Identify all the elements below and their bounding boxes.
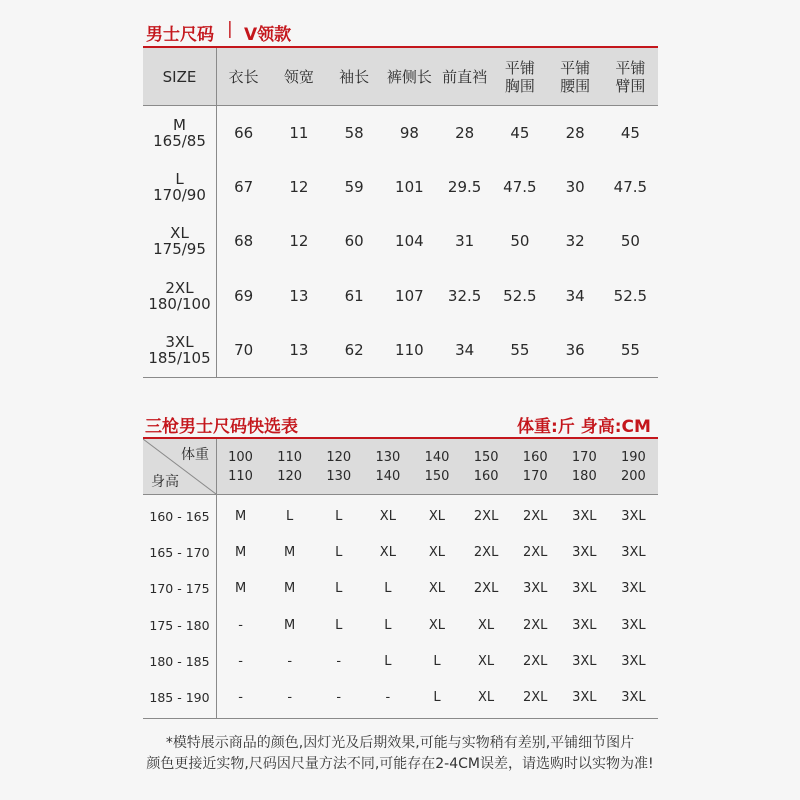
table2-cell: 2XL — [473, 581, 499, 597]
table2-cell: L — [433, 653, 441, 669]
table1-cell: 28 — [565, 124, 585, 143]
table1-cell: 12 — [289, 232, 309, 251]
table1-cell: 69 — [234, 286, 254, 305]
table1-header-col: 袖长 — [339, 67, 370, 86]
table1-cell: 55 — [620, 340, 640, 359]
table2-cell: 3XL — [621, 544, 646, 560]
table2-title: 三枪男士尺码快选表 — [145, 417, 298, 437]
table1-cell: 47.5 — [613, 178, 648, 197]
table1-header-col: 衣长 — [228, 67, 259, 86]
table2-cell: 3XL — [572, 617, 597, 633]
table1-cell: 11 — [289, 124, 309, 143]
table1-cell: 52.5 — [613, 286, 648, 305]
table1-cell: 13 — [289, 340, 309, 359]
table2-cell: L — [335, 581, 343, 597]
table2-cell: M — [234, 508, 247, 524]
table1-size-label: L 170/90 — [153, 170, 206, 205]
table2-bottom-rule — [143, 718, 658, 719]
table1-size-label: M 165/85 — [153, 116, 206, 151]
table1-size-label: 3XL 185/105 — [148, 332, 211, 367]
table2-cell: M — [284, 617, 296, 633]
table2-weight-header: 170 180 — [571, 449, 597, 484]
table2-cell: 2XL — [523, 653, 548, 669]
table1-cell: 98 — [399, 124, 419, 143]
table2-cell: L — [335, 508, 343, 524]
table2-cell: - — [336, 653, 342, 669]
table1-bottom-rule — [143, 377, 658, 378]
table2-weight-header: 110 120 — [277, 449, 303, 484]
table2-cell: 2XL — [473, 544, 499, 560]
table2-cell: XL — [428, 544, 446, 560]
table2-cell: 3XL — [621, 653, 646, 669]
table2-cell: 3XL — [523, 581, 548, 597]
table1-cell: 58 — [344, 124, 364, 143]
table2-units: 体重:斤 身高:CM — [517, 417, 651, 437]
table1-body-divider — [216, 105, 217, 377]
table2-weight-header: 190 200 — [621, 449, 646, 484]
table2-cell: L — [384, 581, 392, 597]
table1-header-col: 裤侧长 — [386, 67, 432, 86]
table2-height-label: 170 - 175 — [149, 581, 210, 597]
table1-cell: 29.5 — [447, 178, 482, 197]
table2-cell: 3XL — [572, 544, 597, 560]
table1-header-col: 前直裆 — [442, 67, 488, 86]
table2-weight-header: 100 110 — [228, 449, 253, 484]
table2-cell: M — [284, 581, 296, 597]
table1-cell: 50 — [510, 232, 530, 251]
table1-cell: 13 — [289, 286, 309, 305]
table2-cell: 3XL — [572, 653, 597, 669]
table2-cell: 2XL — [523, 617, 548, 633]
table2-weight-header: 150 160 — [473, 449, 499, 484]
table2-cell: XL — [379, 544, 396, 560]
table2-header-rule — [143, 494, 658, 495]
table2-corner-height: 身高 — [151, 474, 179, 490]
table1-title: 男士尺码 — [146, 25, 214, 45]
table1-cell: 110 — [395, 340, 424, 359]
table2-cell: 2XL — [473, 508, 499, 524]
table1-cell: 101 — [395, 178, 424, 197]
table1-cell: 28 — [455, 124, 475, 143]
table2-cell: - — [336, 690, 342, 706]
footer-note-line2: 颜色更接近实物,尺码因尺量方法不同,可能存在2-4CM误差，请选购时以实物为准! — [146, 756, 654, 772]
table2-cell: XL — [428, 617, 446, 633]
table1-size-label: 2XL 180/100 — [148, 278, 211, 313]
table1-cell: 34 — [565, 286, 585, 305]
table2-cell: L — [433, 690, 441, 706]
table1-cell: 107 — [395, 286, 424, 305]
table2-cell: 2XL — [523, 544, 548, 560]
table2-cell: L — [335, 544, 343, 560]
table2-cell: L — [286, 508, 294, 524]
table1-cell: 50 — [620, 232, 640, 251]
table2-height-label: 180 - 185 — [149, 653, 210, 669]
table1-header-size: SIZE — [162, 67, 197, 86]
table2-cell: 3XL — [572, 690, 597, 706]
table2-weight-header: 120 130 — [326, 449, 352, 484]
table2-cell: - — [287, 653, 293, 669]
table1-cell: 12 — [289, 178, 309, 197]
table2-cell: M — [234, 581, 247, 597]
table2-height-label: 165 - 170 — [149, 544, 210, 560]
table2-cell: - — [238, 617, 243, 633]
table2-body-divider — [216, 494, 217, 718]
table1-header-col: 领宽 — [283, 67, 314, 86]
table1-cell: 45 — [510, 124, 530, 143]
table1-cell: 59 — [344, 178, 364, 197]
table2-weight-header: 160 170 — [522, 449, 548, 484]
table2-cell: XL — [478, 653, 495, 669]
table2-cell: - — [238, 690, 243, 706]
table2-cell: M — [234, 544, 247, 560]
table1-cell: 60 — [344, 232, 364, 251]
table2-height-label: 185 - 190 — [149, 690, 210, 706]
table1-cell: 34 — [455, 340, 475, 359]
table1-cell: 61 — [344, 286, 364, 305]
table2-cell: XL — [478, 690, 495, 706]
table2-cell: XL — [428, 581, 446, 597]
table1-size-label: XL 175/95 — [153, 224, 206, 259]
table2-cell: 3XL — [621, 581, 646, 597]
table2-cell: 3XL — [621, 690, 646, 706]
table1-cell: 67 — [234, 178, 254, 197]
table2-cell: 3XL — [572, 508, 597, 524]
table1-cell: 62 — [344, 340, 364, 359]
table1-cell: 52.5 — [503, 286, 537, 305]
table2-height-label: 175 - 180 — [149, 617, 210, 633]
table1-cell: 31 — [455, 232, 475, 251]
table1-cell: 45 — [620, 124, 640, 143]
table1-header-col: 平铺 胸围 — [504, 58, 535, 95]
table1-cell: 70 — [234, 340, 254, 359]
table1-header-col: 平铺 臂围 — [615, 58, 646, 95]
table1-cell: 104 — [395, 232, 424, 251]
table2-cell: L — [384, 617, 392, 633]
table1-cell: 30 — [565, 178, 585, 197]
table1-cell: 47.5 — [503, 178, 537, 197]
table2-cell: 3XL — [621, 617, 646, 633]
table2-cell: XL — [379, 508, 396, 524]
table2-cell: XL — [428, 508, 446, 524]
table1-cell: 66 — [234, 124, 254, 143]
table1-title-separator: | — [227, 19, 233, 39]
table2-cell: 3XL — [621, 508, 646, 524]
table2-cell: L — [384, 653, 392, 669]
table1-cell: 55 — [510, 340, 530, 359]
table2-cell: 3XL — [572, 581, 597, 597]
table1-cell: 68 — [234, 232, 254, 251]
footer-note-line1: *模特展示商品的颜色,因灯光及后期效果,可能与实物稍有差别,平铺细节图片 — [165, 735, 635, 751]
table1-style: V领款 — [244, 25, 292, 45]
table1-cell: 36 — [565, 340, 585, 359]
table1-cell: 32 — [565, 232, 585, 251]
table2-cell: 2XL — [523, 508, 548, 524]
table2-cell: XL — [478, 617, 495, 633]
table1-cell: 32.5 — [447, 286, 482, 305]
table2-height-label: 160 - 165 — [149, 508, 210, 524]
table2-weight-header: 140 150 — [424, 449, 450, 484]
table1-header-col: 平铺 腰围 — [560, 58, 591, 95]
table2-cell: - — [238, 653, 243, 669]
table2-cell: M — [284, 544, 296, 560]
table2-corner-weight: 体重 — [181, 447, 209, 463]
table2-weight-header: 130 140 — [375, 449, 401, 484]
table2-cell: - — [385, 690, 391, 706]
table2-cell: L — [335, 617, 343, 633]
table2-cell: 2XL — [523, 690, 548, 706]
table2-cell: - — [287, 690, 293, 706]
